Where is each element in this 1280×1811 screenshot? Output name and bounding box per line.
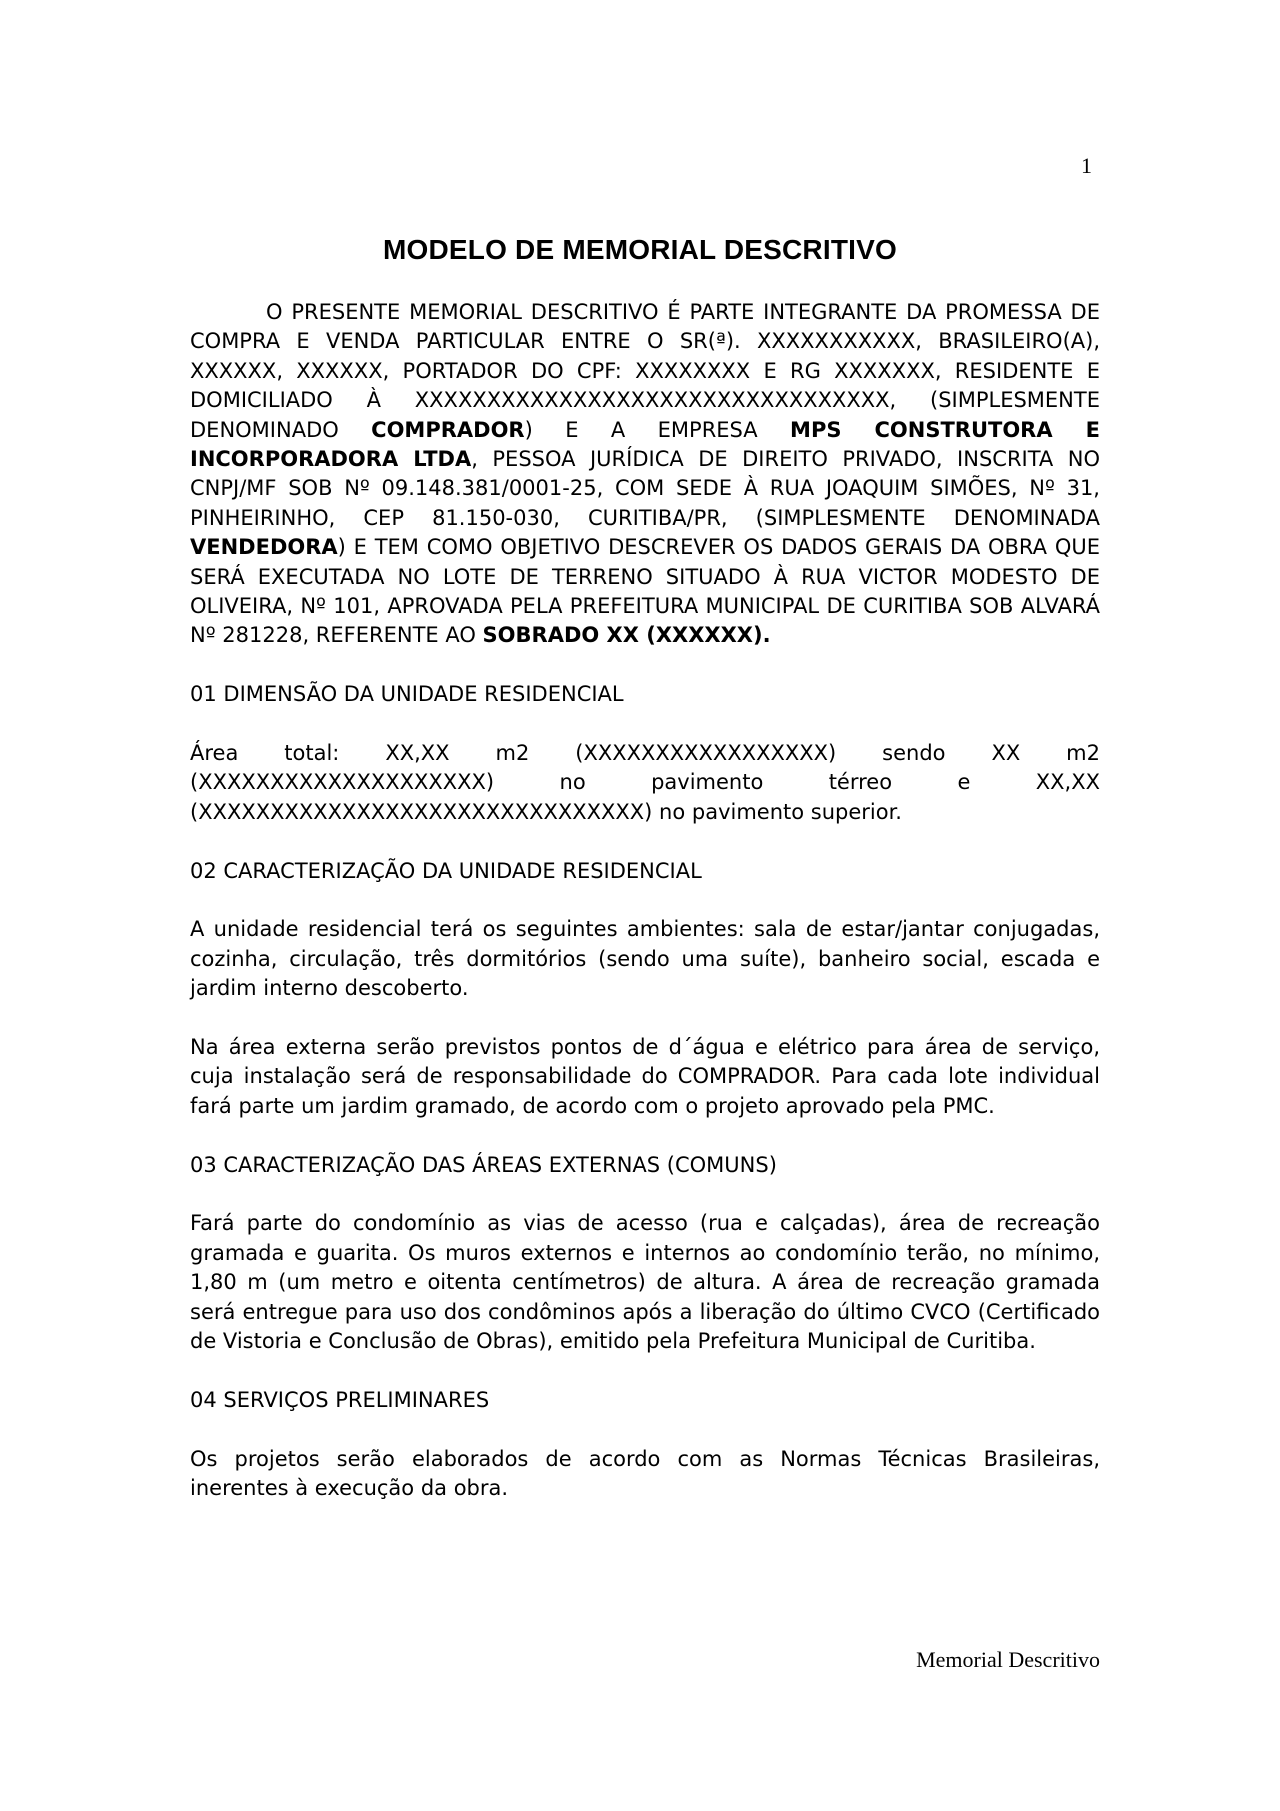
section-01-heading: 01 DIMENSÃO DA UNIDADE RESIDENCIAL [190, 682, 624, 707]
document-body [190, 298, 1100, 1533]
intro-paragraph [190, 298, 1100, 651]
intro-text-1: O PRESENTE MEMORIAL DESCRITIVO É PARTE INTEGRANTE DA PROMESSA DE COMPRA E VENDA PARTICULAR ENTRE O SR(ª). XXXXXXXXXXX, BRASILEIRO(A), XXXXXX, XXXXXX, PORTADOR DO CPF: XXXXXXXX E RG XXXXXXX, RESIDENTE E DOMICILIADO À XXXXXXXXXXXXXXXXXXXXXXXXXXXXXXXXX, (SIMPLESMENTE DENOMINADO [190, 300, 1100, 442]
intro-text-3: , PESSOA JURÍDICA DE DIREITO PRIVADO, INSCRITA NO CNPJ/MF SOB Nº 09.148.381/0001-25, COM SEDE À RUA JOAQUIM SIMÕES, Nº 31, PINHEIRINHO, CEP 81.150-030, CURITIBA/PR, (SIMPLESMENTE DENOMINADA [190, 447, 1101, 530]
section-03-text: Fará parte do condomínio as vias de acesso (rua e calçadas), área de recreação gramada e guarita. Os muros externos e internos ao condomínio terão, no mínimo, 1,80 m (um metro e oitenta centímetros) de altura. A área de recreação gramada será entregue para uso dos condôminos após a liberação do último CVCO (Certificado de Vistoria e Conclusão de Obras), emitido pela Prefeitura Municipal de Curitiba. [190, 1211, 1100, 1354]
section-04-text: Os projetos serão elaborados de acordo com as Normas Técnicas Brasileiras, inerentes à execução da obra. [190, 1446, 1100, 1501]
section-02-text-1: A unidade residencial terá os seguintes ambientes: sala de estar/jantar conjugadas, cozinha, circulação, três dormitórios (sendo uma suíte), banheiro social, escada e jardim interno descoberto. [190, 917, 1100, 1001]
page-footer: Memorial Descritivo [916, 1647, 1100, 1672]
intro-bold-sobrado: SOBRADO XX (XXXXXX). [482, 623, 771, 648]
document-title: MODELO DE MEMORIAL DESCRITIVO [383, 234, 897, 265]
section-01-text: Área total: XX,XX m2 (XXXXXXXXXXXXXXXXX) sendo XX m2 (XXXXXXXXXXXXXXXXXXXX) no pavimento térreo e XX,XX (XXXXXXXXXXXXXXXXXXXXXXXXXXXXXXX) no pavimento superior. [190, 741, 1100, 824]
section-03-heading: 03 CARACTERIZAÇÃO DAS ÁREAS EXTERNAS (COMUNS) [190, 1152, 777, 1177]
intro-bold-comprador: COMPRADOR [371, 417, 525, 442]
intro-text-2: ) E A EMPRESA [524, 417, 791, 442]
page-number: 1 [1081, 153, 1092, 178]
intro-bold-vendedora: VENDEDORA [190, 535, 338, 560]
section-02-text-2: Na área externa serão previstos pontos de d´água e elétrico para área de serviço, cuja instalação será de responsabilidade do COMPRADOR. Para cada lote individual fará parte um jardim gramado, de acordo com o projeto aprovado pela PMC. [190, 1035, 1100, 1118]
intro-bold-company: MPS CONSTRUTORA E INCORPORADORA LTDA [190, 417, 1100, 472]
section-02-heading: 02 CARACTERIZAÇÃO DA UNIDADE RESIDENCIAL [190, 858, 702, 883]
intro-text-4: ) E TEM COMO OBJETIVO DESCREVER OS DADOS GERAIS DA OBRA QUE SERÁ EXECUTADA NO LOTE DE TERRENO SITUADO À RUA VICTOR MODESTO DE OLIVEIRA, Nº 101, APROVADA PELA PREFEITURA MUNICIPAL DE CURITIBA SOB ALVARÁ Nº 281228, REFERENTE AO [190, 535, 1100, 648]
section-04-heading: 04 SERVIÇOS PRELIMINARES [190, 1387, 490, 1412]
